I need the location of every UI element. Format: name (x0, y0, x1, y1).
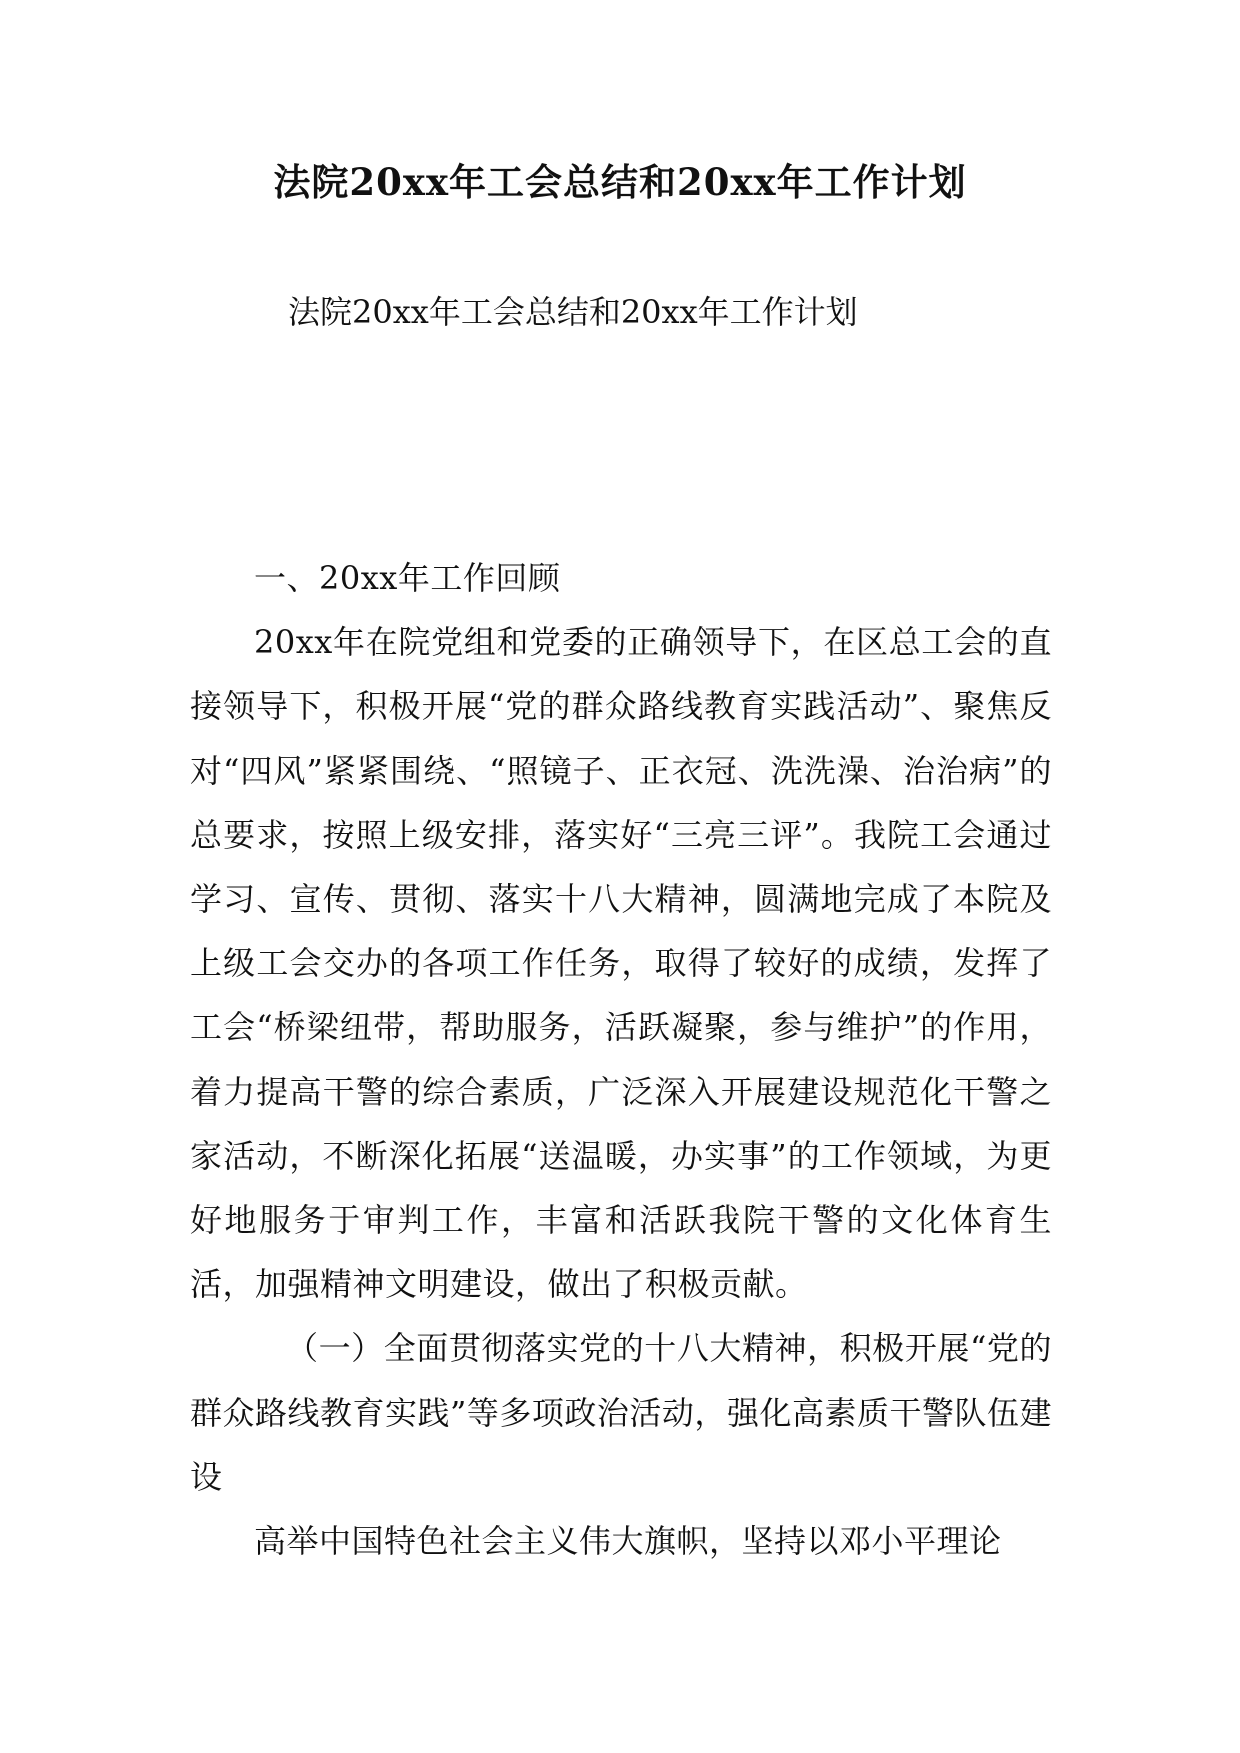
body-paragraph: 20xx年在院党组和党委的正确领导下，在区总工会的直接领导下，积极开展“党的群众路线教育实践活动”、聚焦反对“四风”紧紧围绕、“照镜子、正衣冠、洗洗澡、治治病”的总要求，按照上级安排，落实好“三亮三评”。我院工会通过学习、宣传、贯彻、落实十八大精神，圆满地完成了本院及上级工会交办的各项工作任务，取得了较好的成绩，发挥了工会“桥梁纽带，帮助服务，活跃凝聚，参与维护”的作用，着力提高干警的综合素质，广泛深入开展建设规范化干警之家活动，不断深化拓展“送温暖，办实事”的工作领域，为更好地服务于审判工作，丰富和活跃我院干警的文化体育生活，加强精神文明建设，做出了积极贡献。 (190, 623, 1052, 1304)
document-subtitle: 法院20xx年工会总结和20xx年工作计划 (288, 293, 858, 331)
document-body (190, 546, 1052, 1573)
document-title: 法院20xx年工会总结和20xx年工作计划 (273, 160, 967, 204)
section-heading: 一、20xx年工作回顾 (254, 559, 561, 597)
body-paragraph: 高举中国特色社会主义伟大旗帜，坚持以邓小平理论 (254, 1522, 1002, 1561)
subsection-heading: （一）全面贯彻落实党的十八大精神，积极开展“党的群众路线教育实践”等多项政治活动，强化高素质干警队伍建设 (190, 1329, 1052, 1496)
